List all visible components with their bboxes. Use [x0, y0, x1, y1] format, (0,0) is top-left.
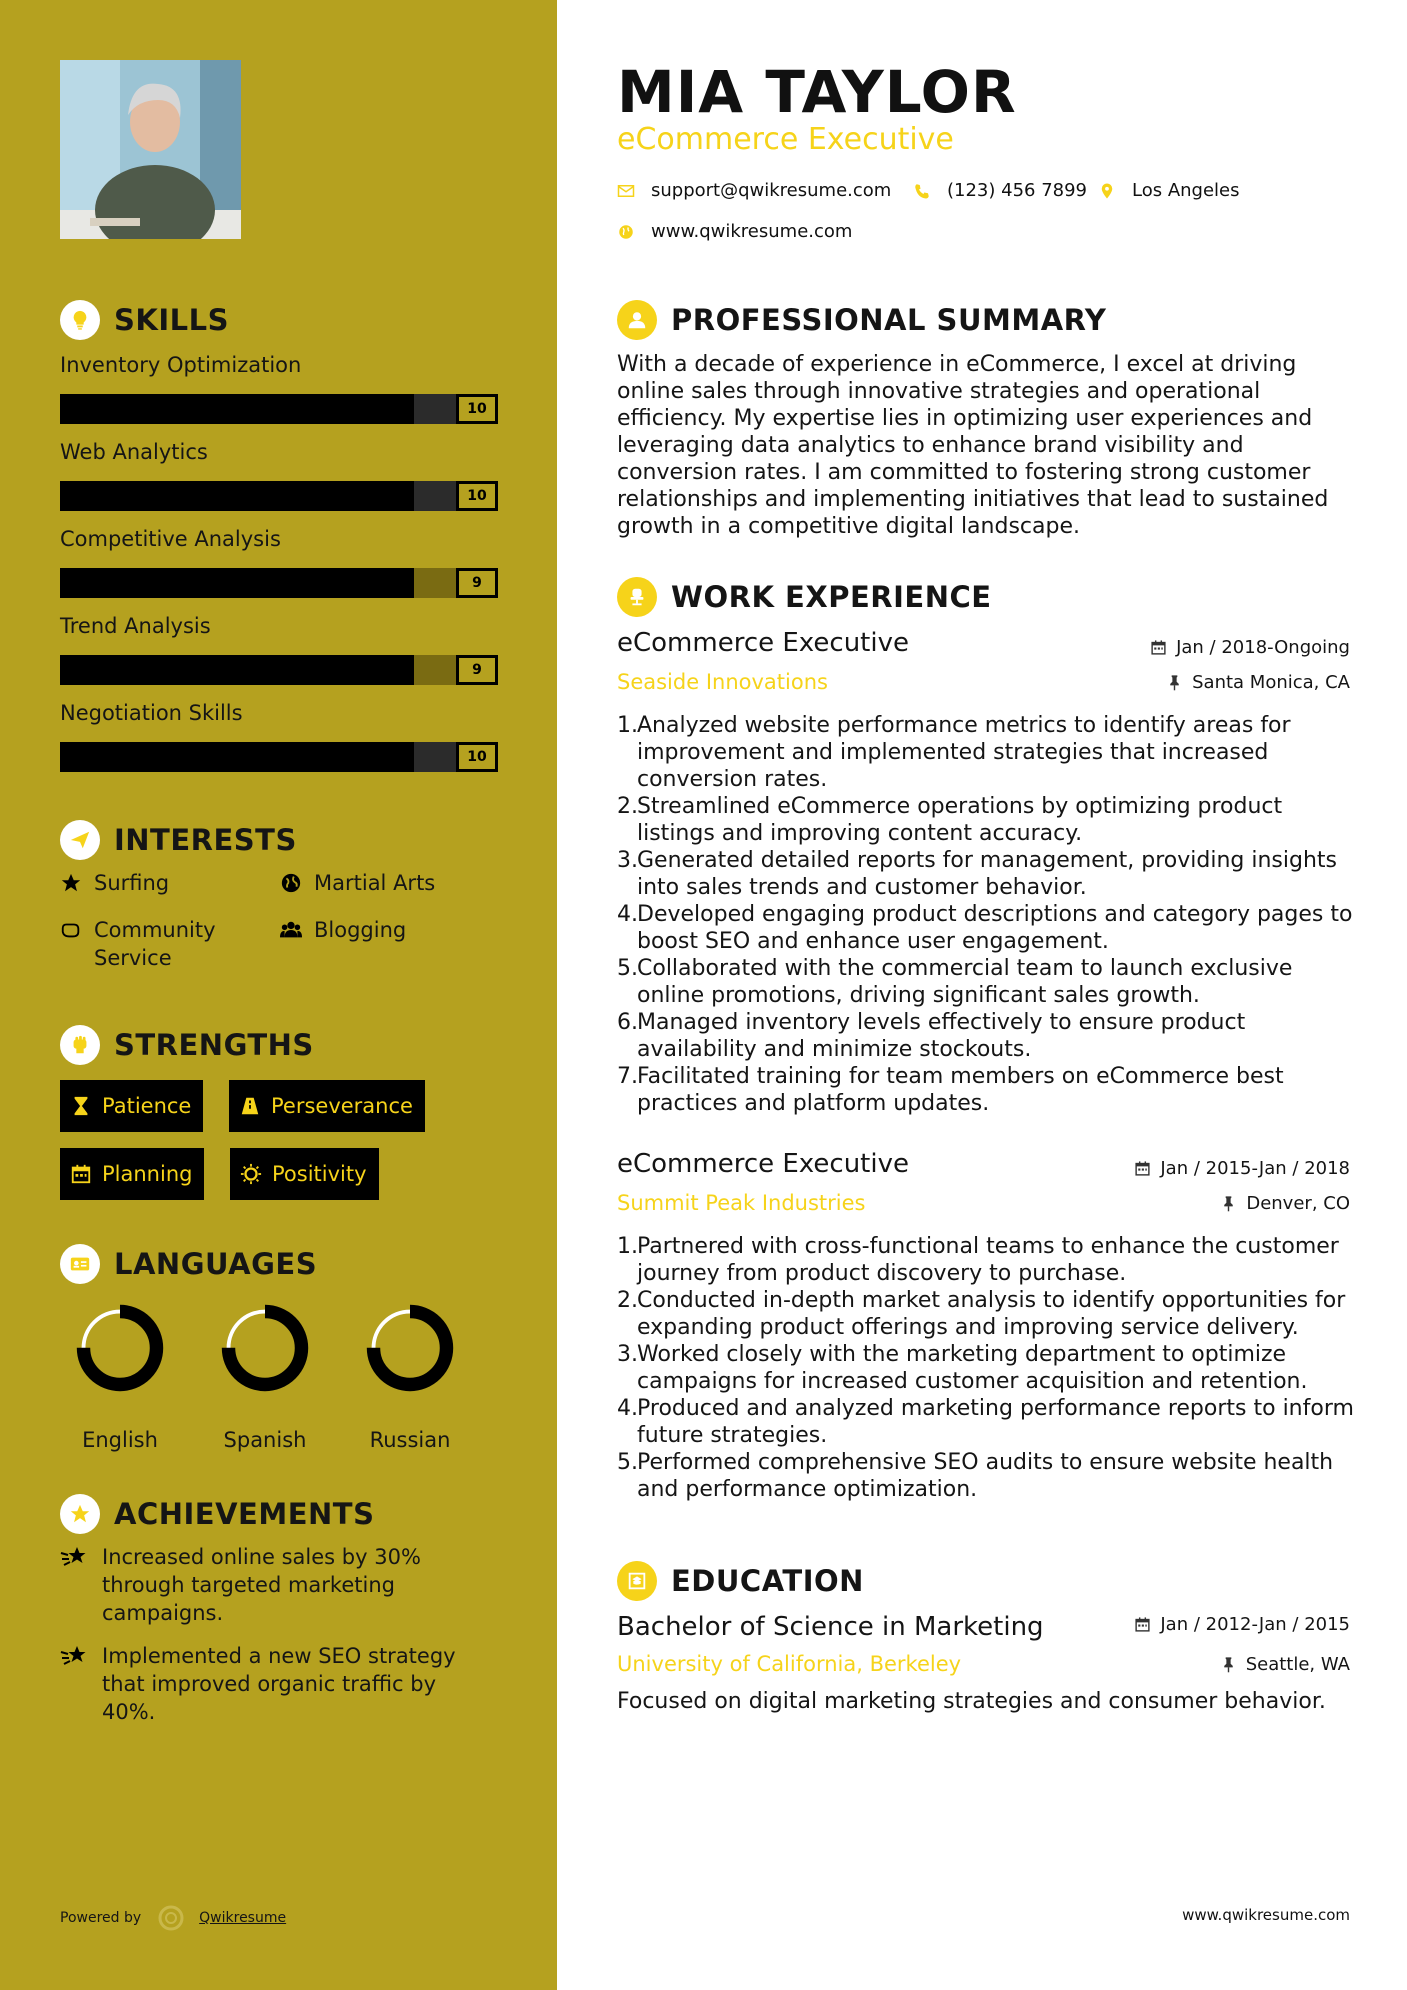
- list-item: 1. Partnered with cross-functional teams to enhance the customer journey from product discovery to purchase.: [617, 1234, 1339, 1286]
- strength-badge: [60, 1080, 203, 1132]
- strength-badge: [230, 1148, 379, 1200]
- qwikresume-link[interactable]: Qwikresume: [199, 1910, 287, 1926]
- education-dates-text: Jan / 2012-Jan / 2015: [1160, 1614, 1350, 1635]
- skill-bar: [60, 742, 498, 772]
- skill-item: [60, 350, 498, 424]
- footer-url[interactable]: www.qwikresume.com: [1182, 1906, 1350, 1924]
- map-pin-icon: [1098, 182, 1116, 200]
- calendar-icon: [1134, 1160, 1151, 1177]
- pushpin-icon: [1220, 1656, 1237, 1673]
- job-dates-text: Jan / 2015-Jan / 2018: [1160, 1158, 1350, 1179]
- road-icon: [239, 1095, 261, 1117]
- achievement-item: [60, 1642, 480, 1726]
- job-duties-list: [617, 1233, 1362, 1503]
- shooting-star-icon: [60, 1543, 90, 1571]
- skill-name: Competitive Analysis: [60, 527, 281, 551]
- skill-item: [60, 437, 498, 511]
- globe-icon: [280, 872, 302, 894]
- language-gauge: [217, 1300, 313, 1396]
- interest-label: Surfing: [94, 871, 170, 895]
- skill-name: Trend Analysis: [60, 614, 211, 638]
- skill-bar: [60, 568, 498, 598]
- skills-section-header: [60, 300, 229, 340]
- skill-score: 10: [456, 394, 498, 424]
- experience-title: WORK EXPERIENCE: [671, 580, 992, 614]
- hand-icon: [60, 919, 82, 941]
- contact-location: [1098, 180, 1240, 201]
- list-item: 4. Developed engaging product descriptions and category pages to boost SEO and enhance user engagement.: [617, 902, 1353, 954]
- job-title: eCommerce Executive: [617, 628, 909, 658]
- hourglass-icon: [70, 1095, 92, 1117]
- language-gauge: [362, 1300, 458, 1396]
- strengths-title: STRENGTHS: [114, 1028, 314, 1062]
- skill-name: Web Analytics: [60, 440, 208, 464]
- id-card-icon: [60, 1244, 100, 1284]
- candidate-name: MIA TAYLOR: [617, 58, 1017, 126]
- interest-item: [60, 869, 169, 897]
- interests-section-header: [60, 820, 297, 860]
- achievements-section-header: [60, 1494, 374, 1534]
- strength-badge: [229, 1080, 425, 1132]
- languages-title: LANGUAGES: [114, 1247, 318, 1281]
- skill-bar: [60, 481, 498, 511]
- powered-by: [60, 1904, 286, 1932]
- contact-website[interactable]: [617, 221, 852, 242]
- strength-label: Patience: [102, 1094, 192, 1118]
- skill-score: 9: [456, 655, 498, 685]
- star-icon: [60, 872, 82, 894]
- calendar-icon: [1134, 1616, 1151, 1633]
- pushpin-icon: [1220, 1195, 1237, 1212]
- education-location: [1220, 1654, 1350, 1675]
- language-item: [60, 1300, 180, 1452]
- skill-item: [60, 524, 498, 598]
- language-item: [205, 1300, 325, 1452]
- list-item: 5. Collaborated with the commercial team to launch exclusive online promotions, driving significant sales growth.: [617, 956, 1293, 1008]
- achievement-text: Implemented a new SEO strategy that improved organic traffic by 40%.: [102, 1644, 456, 1724]
- strength-badge: [60, 1148, 204, 1200]
- candidate-title: eCommerce Executive: [617, 122, 954, 157]
- skill-score: 10: [456, 742, 498, 772]
- list-item: 3. Worked closely with the marketing department to optimize campaigns for increased customer acquisition and retention.: [617, 1342, 1308, 1394]
- skill-name: Inventory Optimization: [60, 353, 302, 377]
- interest-label: Martial Arts: [314, 871, 436, 895]
- skill-score: 9: [456, 568, 498, 598]
- qwikresume-logo-icon: [157, 1904, 185, 1932]
- achievements-title: ACHIEVEMENTS: [114, 1497, 375, 1531]
- contact-phone[interactable]: [913, 180, 1087, 201]
- sun-icon: [240, 1163, 262, 1185]
- achievement-item: [60, 1543, 480, 1627]
- strength-label: Positivity: [272, 1162, 367, 1186]
- powered-by-label: Powered by: [60, 1910, 142, 1926]
- achievement-text: Increased online sales by 30% through targeted marketing campaigns.: [102, 1545, 421, 1625]
- job-location: [1166, 672, 1350, 693]
- skill-bar: [60, 655, 498, 685]
- paper-plane-icon: [60, 820, 100, 860]
- job-company: Seaside Innovations: [617, 670, 828, 694]
- skill-name: Negotiation Skills: [60, 701, 243, 725]
- interest-item: [280, 869, 435, 897]
- envelope-icon: [617, 182, 635, 200]
- job-company: Summit Peak Industries: [617, 1191, 866, 1215]
- language-name: Spanish: [223, 1428, 307, 1452]
- calendar-icon: [1150, 639, 1167, 656]
- education-description: Focused on digital marketing strategies and consumer behavior.: [617, 1689, 1326, 1714]
- job-location-text: Santa Monica, CA: [1192, 672, 1350, 693]
- language-item: [350, 1300, 470, 1452]
- education-school: University of California, Berkeley: [617, 1652, 962, 1676]
- language-gauge: [72, 1300, 168, 1396]
- profile-photo: [60, 60, 241, 239]
- email-text: support@qwikresume.com: [651, 180, 892, 201]
- list-item: 7. Facilitated training for team members on eCommerce best practices and platform updates.: [617, 1064, 1284, 1116]
- interest-item: [280, 916, 406, 944]
- star-badge-icon: [60, 1494, 100, 1534]
- job-dates-text: Jan / 2018-Ongoing: [1176, 637, 1350, 658]
- education-location-text: Seattle, WA: [1245, 1654, 1350, 1675]
- strengths-section-header: [60, 1025, 314, 1065]
- calendar-icon: [70, 1163, 92, 1185]
- languages-section-header: [60, 1244, 317, 1284]
- skill-score: 10: [456, 481, 498, 511]
- summary-text: With a decade of experience in eCommerce, I excel at driving online sales through innovative strategies and operational efficiency. My expertise lies in optimizing user experiences and leveraging data analytics to enhance brand visibility and conversion rates. I am committed to fostering strong customer relationships and implementing initiatives that lead to sustained growth in a competitive digital landscape.: [617, 352, 1329, 539]
- summary-title: PROFESSIONAL SUMMARY: [671, 303, 1107, 337]
- list-item: 6. Managed inventory levels effectively to ensure product availability and minimize stockouts.: [617, 1010, 1246, 1062]
- list-item: 3. Generated detailed reports for management, providing insights into sales trends and customer behavior.: [617, 848, 1338, 900]
- education-degree: Bachelor of Science in Marketing: [617, 1612, 1044, 1642]
- list-item: 5. Performed comprehensive SEO audits to ensure website health and performance optimization.: [617, 1450, 1334, 1502]
- phone-icon: [913, 182, 931, 200]
- list-item: 1. Analyzed website performance metrics to identify areas for improvement and implemented strategies that increased conversion rates.: [617, 713, 1291, 792]
- sidebar: [0, 0, 557, 1990]
- job-location: [1220, 1193, 1350, 1214]
- language-name: English: [82, 1428, 158, 1452]
- briefcase-chair-icon: [617, 577, 657, 617]
- experience-section-header: [617, 577, 992, 617]
- user-icon: [617, 300, 657, 340]
- education-dates: [1134, 1614, 1350, 1635]
- skill-item: [60, 698, 498, 772]
- interest-label: Community Service: [94, 918, 216, 970]
- users-icon: [280, 919, 302, 941]
- interest-label: Blogging: [314, 918, 407, 942]
- main-content: [557, 0, 1407, 1990]
- shooting-star-icon: [60, 1642, 90, 1670]
- list-item: 4. Produced and analyzed marketing performance reports to inform future strategies.: [617, 1396, 1354, 1448]
- job-dates: [1150, 637, 1350, 658]
- pushpin-icon: [1166, 674, 1183, 691]
- job-duties-list: [617, 712, 1362, 1117]
- strength-label: Planning: [102, 1162, 193, 1186]
- job-title: eCommerce Executive: [617, 1149, 909, 1179]
- education-section-header: [617, 1561, 864, 1601]
- phone-text: (123) 456 7899: [947, 180, 1088, 201]
- fist-icon: [60, 1025, 100, 1065]
- globe-icon: [617, 223, 635, 241]
- lightbulb-icon: [60, 300, 100, 340]
- job-location-text: Denver, CO: [1246, 1193, 1350, 1214]
- summary-section-header: [617, 300, 1106, 340]
- graduation-icon: [617, 1561, 657, 1601]
- interests-title: INTERESTS: [114, 823, 297, 857]
- skills-title: SKILLS: [114, 303, 229, 337]
- contact-email[interactable]: [617, 180, 891, 201]
- list-item: 2. Streamlined eCommerce operations by optimizing product listings and improving content accuracy.: [617, 794, 1283, 846]
- skill-bar: [60, 394, 498, 424]
- website-text: www.qwikresume.com: [651, 221, 853, 242]
- list-item: 2. Conducted in-depth market analysis to identify opportunities for expanding product offerings and improving service delivery.: [617, 1288, 1346, 1340]
- education-title: EDUCATION: [671, 1564, 864, 1598]
- location-text: Los Angeles: [1132, 180, 1240, 201]
- skill-item: [60, 611, 498, 685]
- strength-label: Perseverance: [271, 1094, 413, 1118]
- language-name: Russian: [369, 1428, 451, 1452]
- job-dates: [1134, 1158, 1350, 1179]
- interest-item: [60, 916, 250, 972]
